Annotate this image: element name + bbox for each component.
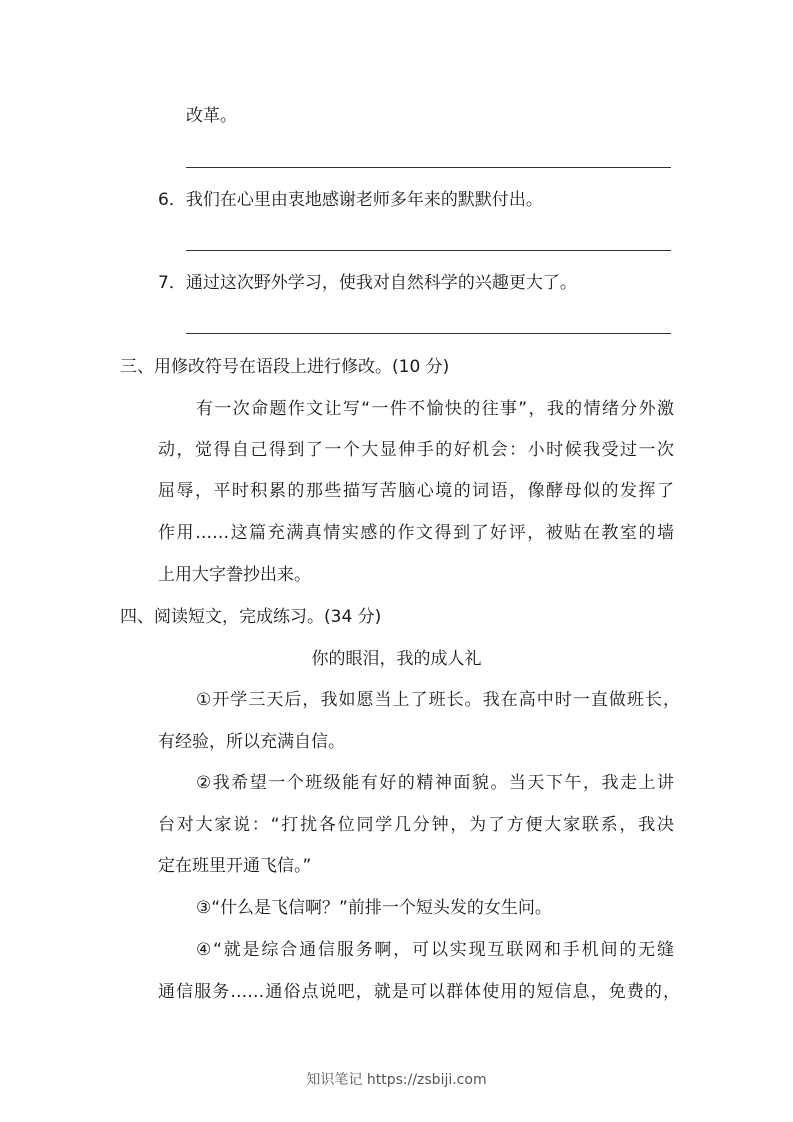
passage-line-7: ④“就是综合通信服务啊，可以实现互联网和手机间的无缝 [196,940,674,960]
passage-line-6: ③“什么是飞信啊？”前排一个短头发的女生问。 [196,898,552,918]
prev-text-fragment: 改革。 [186,106,237,126]
passage-line-1: ①开学三天后，我如愿当上了班长。我在高中时一直做班长， [196,690,680,710]
section-3-line-5: 上用大字誊抄出来。 [158,565,311,585]
section-3-line-2: 动，觉得自己得到了一个大显伸手的好机会：小时候我受过一次 [158,440,674,460]
footer-watermark: 知识笔记 https://zsbiji.com [306,1072,487,1088]
section-3-line-1: 有一次命题作文让写“一件不愉快的往事”，我的情绪分外激 [196,399,674,419]
passage-line-5: 定在班里开通飞信。” [158,856,312,876]
section-3-line-4: 作用……这篇充满真情实感的作文得到了好评，被贴在教室的墙 [158,523,674,543]
section-3-line-3: 屈辱，平时积累的那些描写苦脑心境的词语，像酵母似的发挥了 [158,481,674,501]
passage-line-3: ②我希望一个班级能有好的精神面貌。当天下午，我走上讲 [196,773,674,793]
passage-line-4: 台对大家说：“打扰各位同学几分钟，为了方便大家联系，我决 [158,815,674,835]
answer-line-7 [186,333,671,334]
answer-line-6 [186,250,671,251]
question-6 [158,189,543,211]
question-7-text: 通过这次野外学习，使我对自然科学的兴趣更大了。 [185,273,577,293]
passage-title: 你的眼泪，我的成人礼 [311,649,482,669]
question-6-number: 6． [158,190,186,210]
question-6-text: 我们在心里由衷地感谢老师多年来的默默付出。 [185,190,543,210]
passage-line-8: 通信服务……通俗点说吧，就是可以群体使用的短信息，免费的， [158,982,680,1002]
question-7 [158,272,577,294]
question-7-number: 7． [158,273,186,293]
passage-line-2: 有经验，所以充满自信。 [158,732,345,752]
answer-line-5 [186,167,671,168]
section-3-heading: 三、用修改符号在语段上进行修改。(10 分) [120,357,450,377]
section-4-heading: 四、阅读短文，完成练习。(34 分) [120,607,382,627]
